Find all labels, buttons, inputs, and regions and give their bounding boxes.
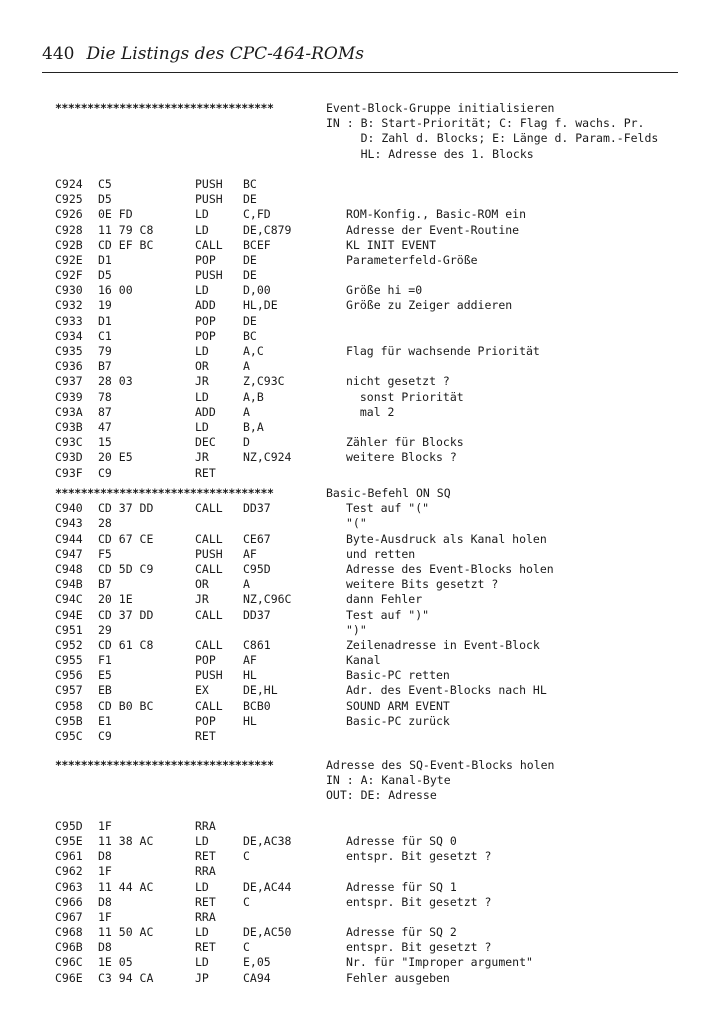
row-bytes: 1F [98,909,112,924]
section-header-text: OUT: DE: Adresse [326,788,437,803]
row-comment: Basic-PC retten [346,668,450,683]
row-operand: A,C [243,344,264,358]
row-address: C933 [55,313,83,328]
row-operand: C95D [243,561,271,576]
row-bytes: CD B0 BC [98,698,154,713]
row-address: C961 [55,849,83,864]
row-mnemonic: POP [195,252,216,267]
row-address: C935 [55,344,83,358]
row-comment: entspr. Bit gesetzt ? [346,940,492,955]
row-comment: Kanal [346,653,381,668]
asterisk-separator: ********************************** [55,486,274,500]
row-address: C95B [55,713,83,728]
row-operand: HL,DE [243,298,278,313]
row-bytes: CD 5D C9 [98,561,154,576]
row-mnemonic: RET [195,465,216,480]
listing-row [0,834,717,849]
row-operand: BCEF [243,237,271,252]
row-operand: DE [243,252,257,267]
row-operand: DE [243,313,257,328]
row-address: C943 [55,516,83,531]
row-operand: E,05 [243,955,271,970]
listing-row [0,729,717,744]
row-address: C934 [55,328,83,343]
row-comment: Adresse für SQ 0 [346,833,457,848]
row-bytes: D8 [98,849,112,864]
row-address: C96B [55,940,83,955]
row-bytes: B7 [98,359,112,374]
row-operand: DD37 [243,501,271,516]
row-bytes: CD 37 DD [98,501,154,516]
row-bytes: C1 [98,328,112,343]
row-operand: DD37 [243,607,271,622]
listing-row [0,668,717,683]
section-header-line [0,758,717,773]
row-comment: Test auf "(" [346,501,430,516]
row-mnemonic: PUSH [195,668,223,683]
row-comment: Größe zu Zeiger addieren [346,298,513,313]
section-header-text: D: Zahl d. Blocks; E: Länge d. Param.-Felds [326,131,659,146]
row-bytes: 28 03 [98,374,133,389]
row-operand: C861 [243,637,271,652]
row-bytes: 20 1E [98,592,133,607]
row-address: C928 [55,222,83,237]
section-header-text: Event-Block-Gruppe initialisieren [326,101,555,115]
row-mnemonic: CALL [195,237,223,252]
section-header-line [0,773,717,788]
row-mnemonic: PUSH [195,268,223,283]
listing-row [0,562,717,577]
listing-row [0,971,717,986]
listing-row [0,925,717,940]
row-address: C952 [55,637,83,652]
section-header-line [0,101,717,116]
row-operand: A [243,359,250,374]
row-address: C957 [55,683,83,698]
row-operand: D,00 [243,283,271,298]
row-mnemonic: RET [195,894,216,909]
row-comment: dann Fehler [346,592,423,607]
listing-row [0,223,717,238]
listing-row [0,516,717,531]
row-mnemonic: PUSH [195,192,223,207]
row-address: C944 [55,531,83,546]
listing-row [0,849,717,864]
row-bytes: D8 [98,894,112,909]
row-operand: C,FD [243,207,271,222]
asterisk-separator: ********************************** [55,758,274,772]
section-header-text: IN : B: Start-Priorität; C: Flag f. wachs. Pr. [326,116,645,131]
row-mnemonic: DEC [195,435,216,450]
listing-row [0,359,717,374]
listing-row [0,547,717,562]
row-bytes: 16 00 [98,283,133,298]
section-header-text: HL: Adresse des 1. Blocks [326,146,534,161]
row-mnemonic: POP [195,713,216,728]
row-comment: entspr. Bit gesetzt ? [346,849,492,864]
row-operand: DE,HL [243,683,278,698]
blank-line [0,804,717,819]
row-operand: A [243,404,250,419]
row-comment: Adresse für SQ 1 [346,879,457,894]
row-mnemonic: CALL [195,637,223,652]
row-address: C930 [55,283,83,298]
listing-row [0,283,717,298]
row-address: C932 [55,298,83,313]
listing-row [0,466,717,481]
row-mnemonic: CALL [195,698,223,713]
section-header-line [0,116,717,131]
row-address: C951 [55,622,83,637]
page-header [42,44,678,74]
row-bytes: D1 [98,313,112,328]
row-comment: Zähler für Blocks [346,435,464,450]
row-address: C94C [55,592,83,607]
row-address: C948 [55,561,83,576]
listing-row [0,880,717,895]
listing-row [0,532,717,547]
row-comment: Adresse für SQ 2 [346,925,457,940]
listing-row [0,450,717,465]
listing-row [0,405,717,420]
row-operand: C [243,940,250,955]
section-header-line [0,788,717,803]
header-rule [42,72,678,73]
row-operand: DE [243,268,257,283]
row-bytes: B7 [98,577,112,592]
section-header-text: IN : A: Kanal-Byte [326,773,451,788]
row-operand: AF [243,653,257,668]
listing-row [0,298,717,313]
listing-row [0,253,717,268]
row-operand: B,A [243,419,264,434]
row-mnemonic: ADD [195,404,216,419]
row-bytes: E1 [98,713,112,728]
row-address: C940 [55,501,83,516]
row-address: C925 [55,192,83,207]
row-bytes: CD 37 DD [98,607,154,622]
row-comment: ")" [346,622,367,637]
row-bytes: 11 38 AC [98,833,154,848]
section-header-text: Basic-Befehl ON SQ [326,486,451,500]
row-address: C93A [55,404,83,419]
listing-row [0,329,717,344]
listing-row [0,699,717,714]
listing-row [0,390,717,405]
row-bytes: D1 [98,252,112,267]
listing-row [0,623,717,638]
row-bytes: C3 94 CA [98,970,154,985]
row-comment: Parameterfeld-Größe [346,252,478,267]
row-mnemonic: LD [195,283,209,298]
listing-row [0,910,717,925]
section-header-line [0,486,717,501]
listing-row [0,435,717,450]
listing-row [0,819,717,834]
row-bytes: 11 50 AC [98,925,154,940]
row-bytes: CD 61 C8 [98,637,154,652]
row-mnemonic: RRA [195,909,216,924]
row-bytes: 79 [98,344,112,358]
row-mnemonic: ADD [195,298,216,313]
row-operand: D [243,435,250,450]
row-mnemonic: EX [195,683,209,698]
listing-row [0,895,717,910]
row-bytes: C9 [98,465,112,480]
row-mnemonic: LD [195,344,209,358]
row-bytes: D5 [98,268,112,283]
row-mnemonic: OR [195,577,209,592]
row-mnemonic: RET [195,849,216,864]
row-address: C955 [55,653,83,668]
row-bytes: 78 [98,389,112,404]
row-address: C94E [55,607,83,622]
row-comment: Test auf ")" [346,607,430,622]
row-mnemonic: JR [195,592,209,607]
row-mnemonic: CALL [195,531,223,546]
row-operand: A [243,577,250,592]
row-comment: "(" [346,516,367,531]
row-address: C962 [55,864,83,879]
row-comment: Flag für wachsende Priorität [346,344,540,358]
row-address: C968 [55,925,83,940]
row-address: C95D [55,818,83,833]
row-mnemonic: PUSH [195,546,223,561]
row-mnemonic: RET [195,729,216,743]
row-operand: BC [243,328,257,343]
row-bytes: 1F [98,818,112,833]
row-comment: und retten [346,546,416,561]
row-mnemonic: CALL [195,501,223,516]
listing-section-init [0,101,717,481]
row-address: C958 [55,698,83,713]
listing-row [0,608,717,623]
row-address: C95E [55,833,83,848]
row-comment: mal 2 [346,404,395,419]
row-comment: SOUND ARM EVENT [346,698,450,713]
row-mnemonic: JP [195,970,209,985]
row-comment: sonst Priorität [346,389,464,404]
row-operand: DE,AC50 [243,925,292,940]
row-address: C966 [55,894,83,909]
listing-row [0,207,717,222]
row-address: C963 [55,879,83,894]
row-comment: KL INIT EVENT [346,237,437,252]
row-operand: C [243,849,250,864]
blank-line [0,162,717,177]
listing-row [0,864,717,879]
listing-row [0,192,717,207]
row-mnemonic: RRA [195,818,216,833]
listing-row [0,940,717,955]
row-address: C92F [55,268,83,283]
row-bytes: 87 [98,404,112,419]
row-address: C93B [55,419,83,434]
listing-row [0,955,717,970]
row-mnemonic: CALL [195,561,223,576]
row-mnemonic: OR [195,359,209,374]
row-bytes: E5 [98,668,112,683]
row-comment: Adr. des Event-Blocks nach HL [346,683,547,698]
row-operand: AF [243,546,257,561]
row-mnemonic: POP [195,653,216,668]
row-bytes: 19 [98,298,112,313]
row-address: C92E [55,252,83,267]
listing-row [0,592,717,607]
row-address: C96C [55,955,83,970]
listing-section-sq-address [0,758,717,986]
row-operand: Z,C93C [243,374,285,389]
row-bytes: F1 [98,653,112,668]
listing-section-on-sq [0,486,717,744]
row-mnemonic: POP [195,328,216,343]
asterisk-separator: ********************************** [55,101,274,115]
row-bytes: 0E FD [98,207,133,222]
row-mnemonic: JR [195,450,209,465]
row-mnemonic: RRA [195,864,216,879]
row-operand: NZ,C924 [243,450,292,465]
row-address: C93D [55,450,83,465]
listing-row [0,501,717,516]
row-mnemonic: LD [195,222,209,237]
row-operand: HL [243,713,257,728]
row-mnemonic: LD [195,955,209,970]
row-bytes: D8 [98,940,112,955]
row-address: C92B [55,237,83,252]
row-bytes: 11 44 AC [98,879,154,894]
row-address: C937 [55,374,83,389]
row-mnemonic: JR [195,374,209,389]
row-comment: ROM-Konfig., Basic-ROM ein [346,207,527,222]
row-comment: Adresse des Event-Blocks holen [346,561,554,576]
row-address: C94B [55,577,83,592]
row-operand: CE67 [243,531,271,546]
listing-row [0,268,717,283]
row-comment: Größe hi =0 [346,283,423,298]
row-mnemonic: LD [195,207,209,222]
row-address: C93F [55,465,83,480]
row-operand: DE,AC44 [243,879,292,894]
listing-row [0,638,717,653]
row-bytes: 28 [98,516,112,531]
listing-row [0,314,717,329]
row-comment: Fehler ausgeben [346,970,450,985]
row-mnemonic: POP [195,313,216,328]
row-comment: weitere Bits gesetzt ? [346,577,499,592]
row-comment: Zeilenadresse in Event-Block [346,637,540,652]
row-address: C956 [55,668,83,683]
row-comment: weitere Blocks ? [346,450,457,465]
page-title: Die Listings des CPC-464-ROMs [86,44,364,64]
row-address: C93C [55,435,83,450]
row-bytes: 47 [98,419,112,434]
row-operand: HL [243,668,257,683]
row-mnemonic: LD [195,925,209,940]
row-operand: BCB0 [243,698,271,713]
row-bytes: EB [98,683,112,698]
row-bytes: C9 [98,729,112,743]
row-address: C96E [55,970,83,985]
row-bytes: 15 [98,435,112,450]
row-address: C947 [55,546,83,561]
row-bytes: CD 67 CE [98,531,154,546]
row-mnemonic: LD [195,419,209,434]
row-bytes: 20 E5 [98,450,133,465]
row-address: C967 [55,909,83,924]
row-operand: DE,AC38 [243,833,292,848]
row-comment: nicht gesetzt ? [346,374,450,389]
row-bytes: 29 [98,622,112,637]
row-bytes: D5 [98,192,112,207]
listing-row [0,344,717,359]
section-header-text: Adresse des SQ-Event-Blocks holen [326,758,555,772]
row-bytes: 1E 05 [98,955,133,970]
row-mnemonic: LD [195,833,209,848]
row-operand: BC [243,176,257,191]
row-bytes: C5 [98,176,112,191]
row-operand: DE,C879 [243,222,292,237]
listing-row [0,420,717,435]
listing-row [0,653,717,668]
row-operand: NZ,C96C [243,592,292,607]
row-bytes: CD EF BC [98,237,154,252]
listing-row [0,683,717,698]
row-comment: entspr. Bit gesetzt ? [346,894,492,909]
row-operand: C [243,894,250,909]
row-operand: DE [243,192,257,207]
section-header-line [0,131,717,146]
row-bytes: F5 [98,546,112,561]
row-comment: Basic-PC zurück [346,713,450,728]
row-bytes: 11 79 C8 [98,222,154,237]
row-mnemonic: PUSH [195,176,223,191]
row-mnemonic: RET [195,940,216,955]
row-address: C924 [55,176,83,191]
section-header-line [0,147,717,162]
listing-row [0,374,717,389]
row-operand: CA94 [243,970,271,985]
row-mnemonic: LD [195,879,209,894]
listing-row [0,238,717,253]
listing-row [0,714,717,729]
row-comment: Byte-Ausdruck als Kanal holen [346,531,547,546]
listing-row [0,577,717,592]
row-comment: Adresse der Event-Routine [346,222,520,237]
row-address: C936 [55,359,83,374]
row-mnemonic: CALL [195,607,223,622]
page-number: 440 [42,44,75,64]
row-operand: A,B [243,389,264,404]
row-address: C95C [55,729,83,743]
row-mnemonic: LD [195,389,209,404]
row-bytes: 1F [98,864,112,879]
row-address: C939 [55,389,83,404]
row-address: C926 [55,207,83,222]
listing-row [0,177,717,192]
row-comment: Nr. für "Improper argument" [346,955,533,970]
